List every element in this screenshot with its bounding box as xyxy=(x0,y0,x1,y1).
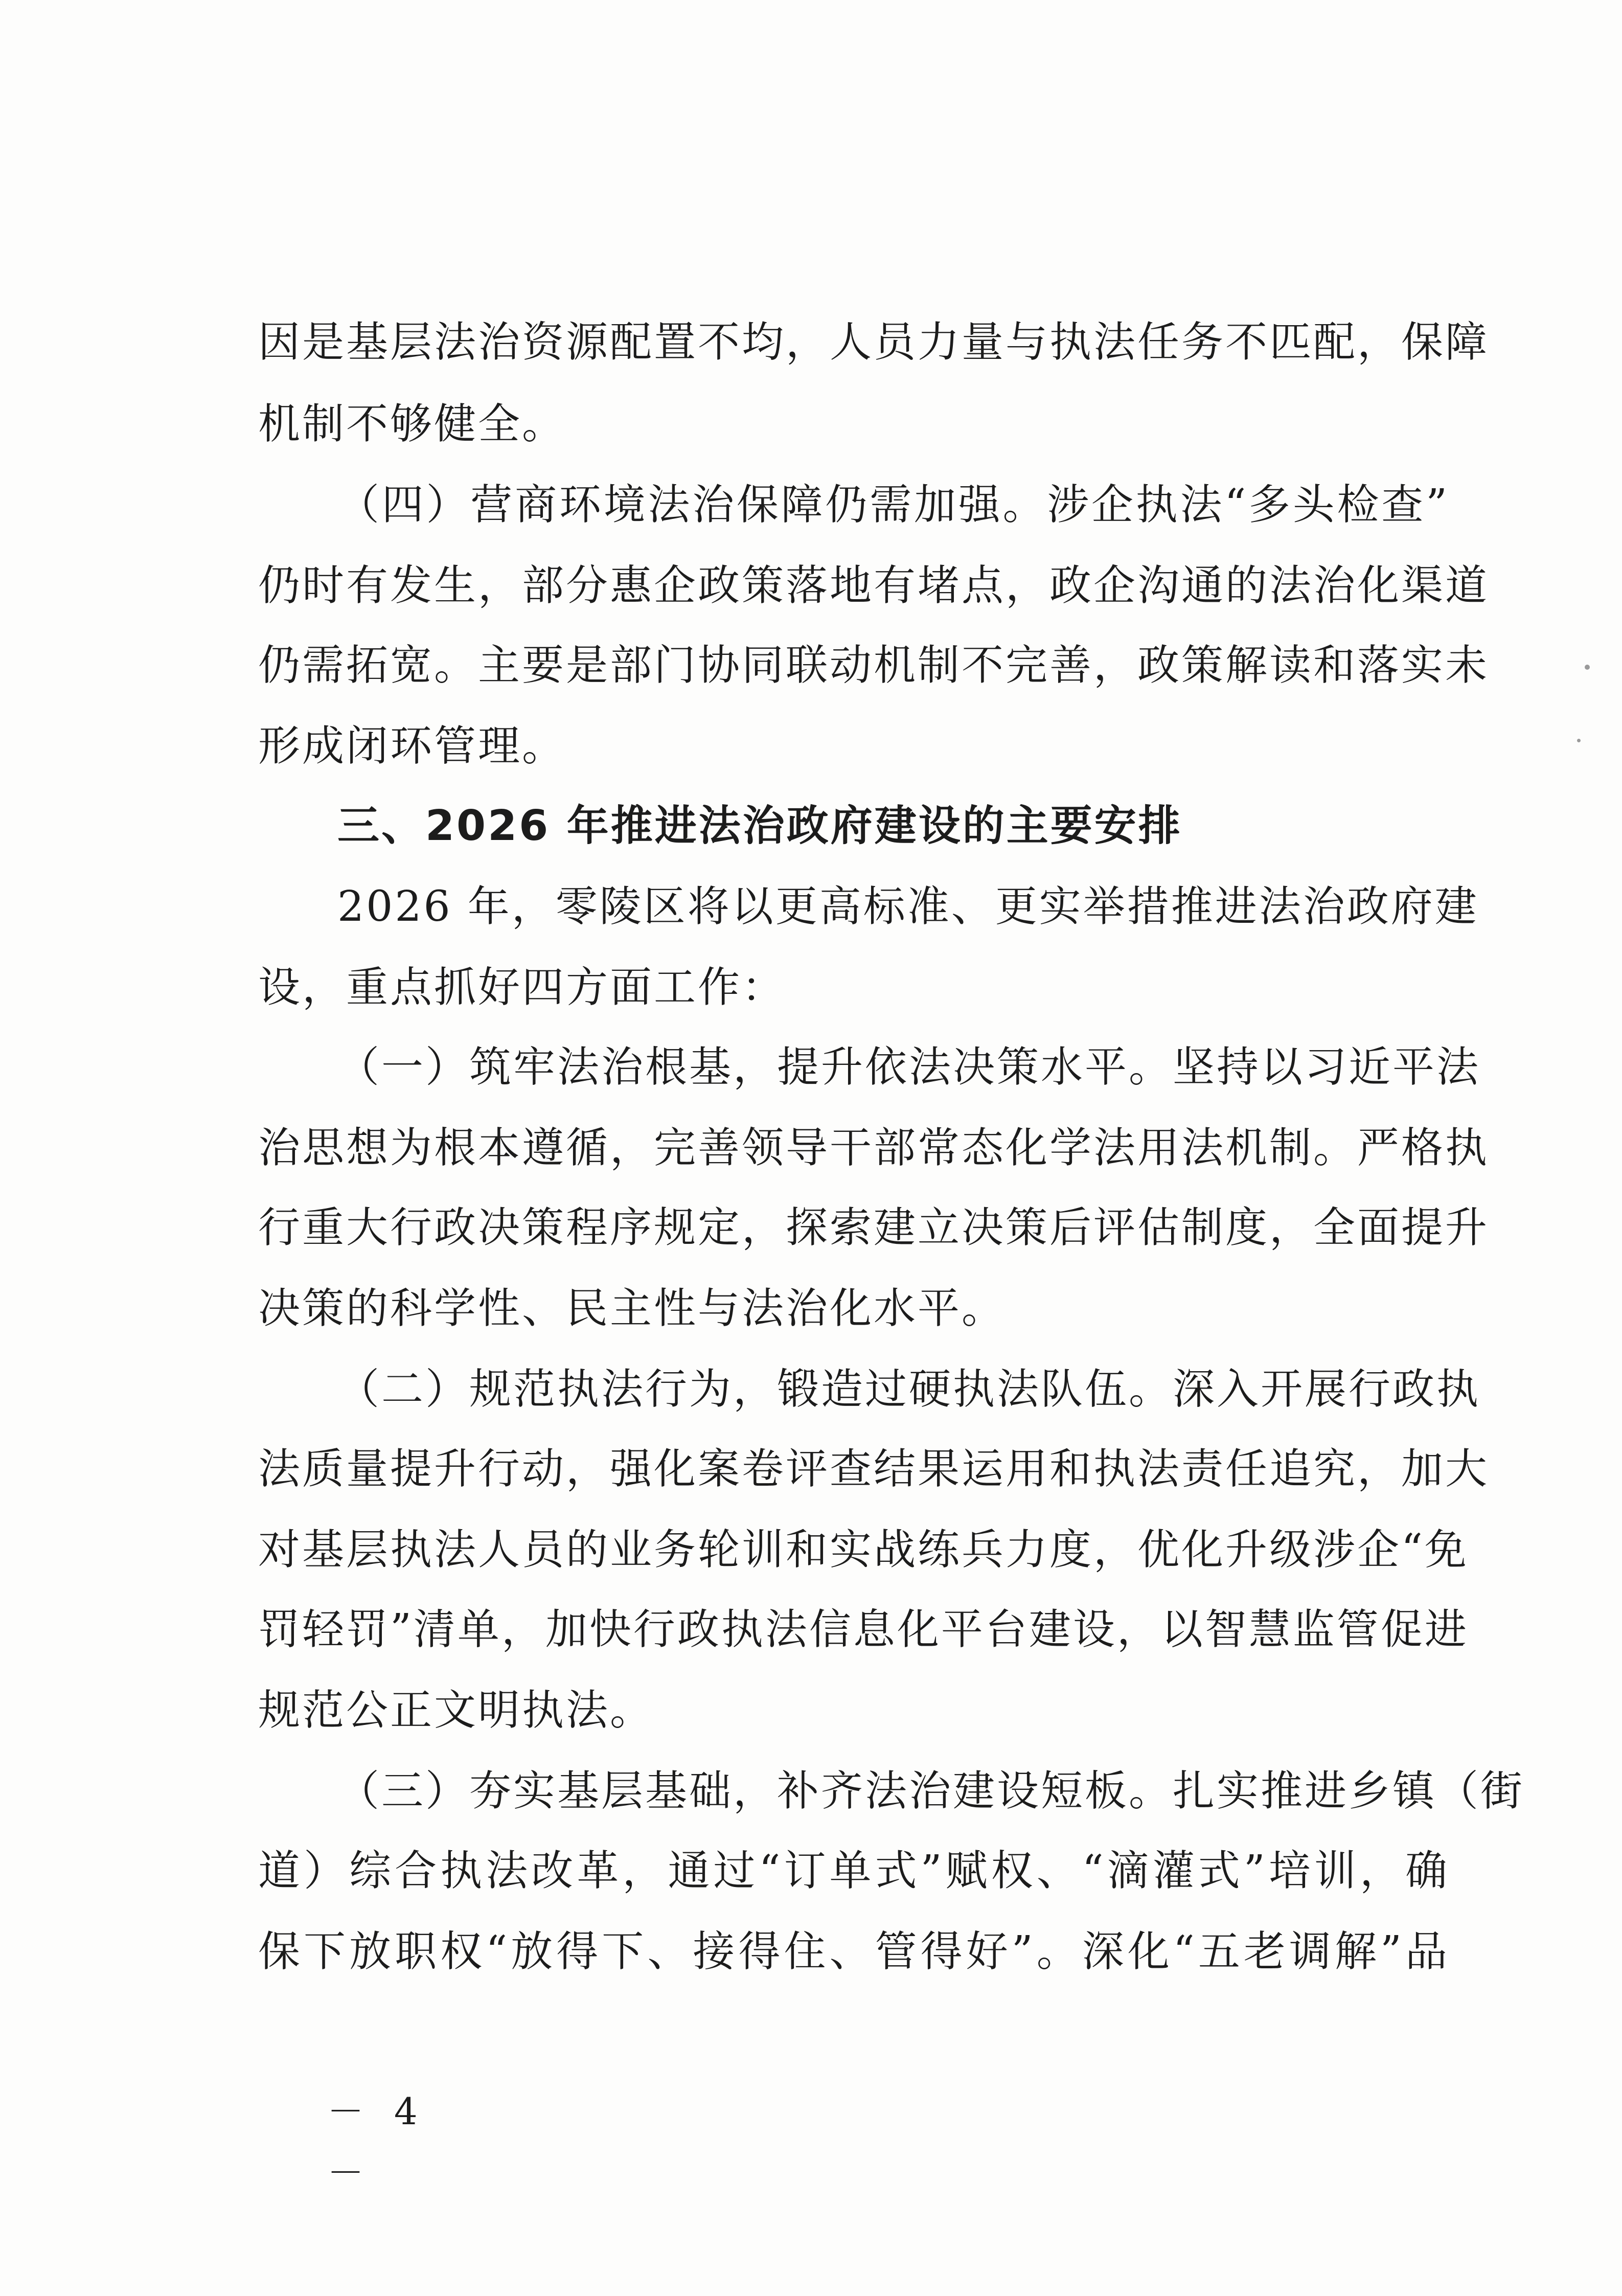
body-line: 规范公正文明执法。 xyxy=(258,1686,654,1735)
body-line: （三）夯实基层基础，补齐法治建设短板。扎实推进乡镇（街 xyxy=(337,1767,1525,1815)
body-line: 设，重点抓好四方面工作： xyxy=(258,963,786,1012)
body-line: 机制不够健全。 xyxy=(258,400,566,448)
section-heading: 三、2026 年推进法治政府建设的主要安排 xyxy=(337,802,1182,850)
body-line: 行重大行政决策程序规定，探索建立决策后评估制度，全面提升 xyxy=(258,1203,1490,1252)
body-line: 法质量提升行动，强化案卷评查结果运用和执法责任追究，加大 xyxy=(258,1445,1490,1493)
body-line: 2026 年，零陵区将以更高标准、更实举措推进法治政府建 xyxy=(337,882,1479,931)
scan-speck xyxy=(1577,739,1581,742)
page-number: － 4 － xyxy=(327,2090,427,2194)
body-line: 仍需拓宽。主要是部门协同联动机制不完善，政策解读和落实未 xyxy=(258,641,1490,690)
body-line: （四）营商环境法治保障仍需加强。涉企执法“多头检查” xyxy=(337,481,1449,529)
body-line: 决策的科学性、民主性与法治化水平。 xyxy=(258,1284,1006,1333)
body-line: （二）规范执法行为，锻造过硬执法队伍。深入开展行政执 xyxy=(337,1365,1481,1414)
body-line: 对基层执法人员的业务轮训和实战练兵力度，优化升级涉企“免 xyxy=(258,1526,1469,1574)
body-line: 治思想为根本遵循，完善领导干部常态化学法用法机制。严格执 xyxy=(258,1124,1490,1172)
body-line: 因是基层法治资源配置不均，人员力量与执法任务不匹配，保障 xyxy=(258,318,1490,367)
body-line: 罚轻罚”清单，加快行政执法信息化平台建设，以智慧监管促进 xyxy=(258,1605,1469,1654)
body-line: 仍时有发生，部分惠企政策落地有堵点，政企沟通的法治化渠道 xyxy=(258,561,1490,610)
body-line: 形成闭环管理。 xyxy=(258,722,566,770)
body-line: 道）综合执法改革，通过“订单式”赋权、“滴灌式”培训，确 xyxy=(258,1847,1449,1895)
body-line: 保下放职权“放得下、接得住、管得好”。深化“五老调解”品 xyxy=(258,1927,1449,1976)
scan-speck xyxy=(1585,665,1590,670)
body-line: （一）筑牢法治根基，提升依法决策水平。坚持以习近平法 xyxy=(337,1043,1481,1092)
